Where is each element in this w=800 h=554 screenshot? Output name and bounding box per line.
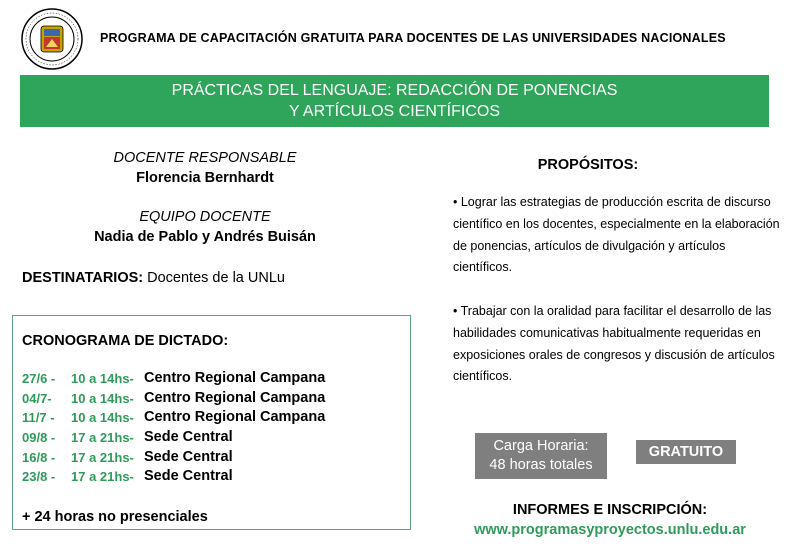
team-label: EQUIPO DOCENTE: [139, 209, 271, 225]
course-title-line-1: PRÁCTICAS DEL LENGUAJE: REDACCIÓN DE PONENCIAS: [171, 82, 618, 99]
audience-label: DESTINATARIOS:: [22, 270, 144, 286]
schedule-date: 04/7-: [22, 390, 52, 406]
schedule-date: 09/8 -: [22, 430, 56, 446]
schedule-place: Sede Central: [144, 429, 233, 446]
schedule-date: 11/7 -: [22, 410, 55, 426]
team-names: Nadia de Pablo y Andrés Buisán: [94, 229, 316, 245]
course-title-banner: [20, 75, 769, 127]
responsible-name: Florencia Bernhardt: [136, 170, 274, 186]
university-seal-icon: [20, 7, 84, 71]
hours-label: Carga Horaria:: [493, 438, 589, 454]
non-presential-hours: + 24 horas no presenciales: [22, 509, 208, 525]
audience: [22, 270, 285, 286]
program-title: PROGRAMA DE CAPACITACIÓN GRATUITA PARA DOCENTES DE LAS UNIVERSIDADES NACIONALES: [100, 31, 726, 45]
schedule-time: 10 a 14hs-: [71, 371, 134, 386]
purposes-title: PROPÓSITOS:: [537, 157, 639, 173]
hours-value: 48 horas totales: [489, 457, 593, 473]
free-badge: GRATUITO: [636, 440, 736, 464]
schedule-date: 16/8 -: [22, 449, 56, 465]
course-title-line-2: Y ARTÍCULOS CIENTÍFICOS: [288, 103, 500, 120]
schedule-time: 10 a 14hs-: [71, 410, 134, 426]
purpose-item: • Lograr las estrategias de producción escrita de discurso científico en los docentes, especialmente en la elaboración de ponencias, artículos de divulgación y artículos científicos.: [453, 195, 780, 275]
info-title: INFORMES E INSCRIPCIÓN:: [512, 502, 708, 518]
audience-value: Docentes de la UNLu: [143, 270, 285, 286]
info-url[interactable]: www.programasyproyectos.unlu.edu.ar: [474, 522, 746, 538]
schedule-time: 17 a 21hs-: [71, 469, 134, 485]
schedule-date: 23/8 -: [22, 469, 56, 485]
schedule-place: Centro Regional Campana: [144, 409, 326, 426]
schedule-title: CRONOGRAMA DE DICTADO:: [22, 333, 229, 349]
schedule-place: Sede Central: [144, 468, 233, 485]
schedule-time: 17 a 21hs-: [71, 430, 134, 446]
responsible-label: DOCENTE RESPONSABLE: [113, 150, 297, 166]
hours-box: [475, 433, 607, 479]
schedule-place: Centro Regional Campana: [144, 370, 326, 386]
purpose-item: • Trabajar con la oralidad para facilitar el desarrollo de las habilidades comunicativas habitualmente requeridas en exposiciones orales de congresos y discusión de artículos científicos.: [453, 304, 775, 384]
schedule-place: Centro Regional Campana: [144, 389, 326, 406]
schedule-date: 27/6 -: [22, 371, 56, 386]
schedule-place: Sede Central: [144, 448, 233, 465]
schedule-time: 10 a 14hs-: [71, 390, 134, 406]
schedule-time: 17 a 21hs-: [71, 449, 134, 465]
